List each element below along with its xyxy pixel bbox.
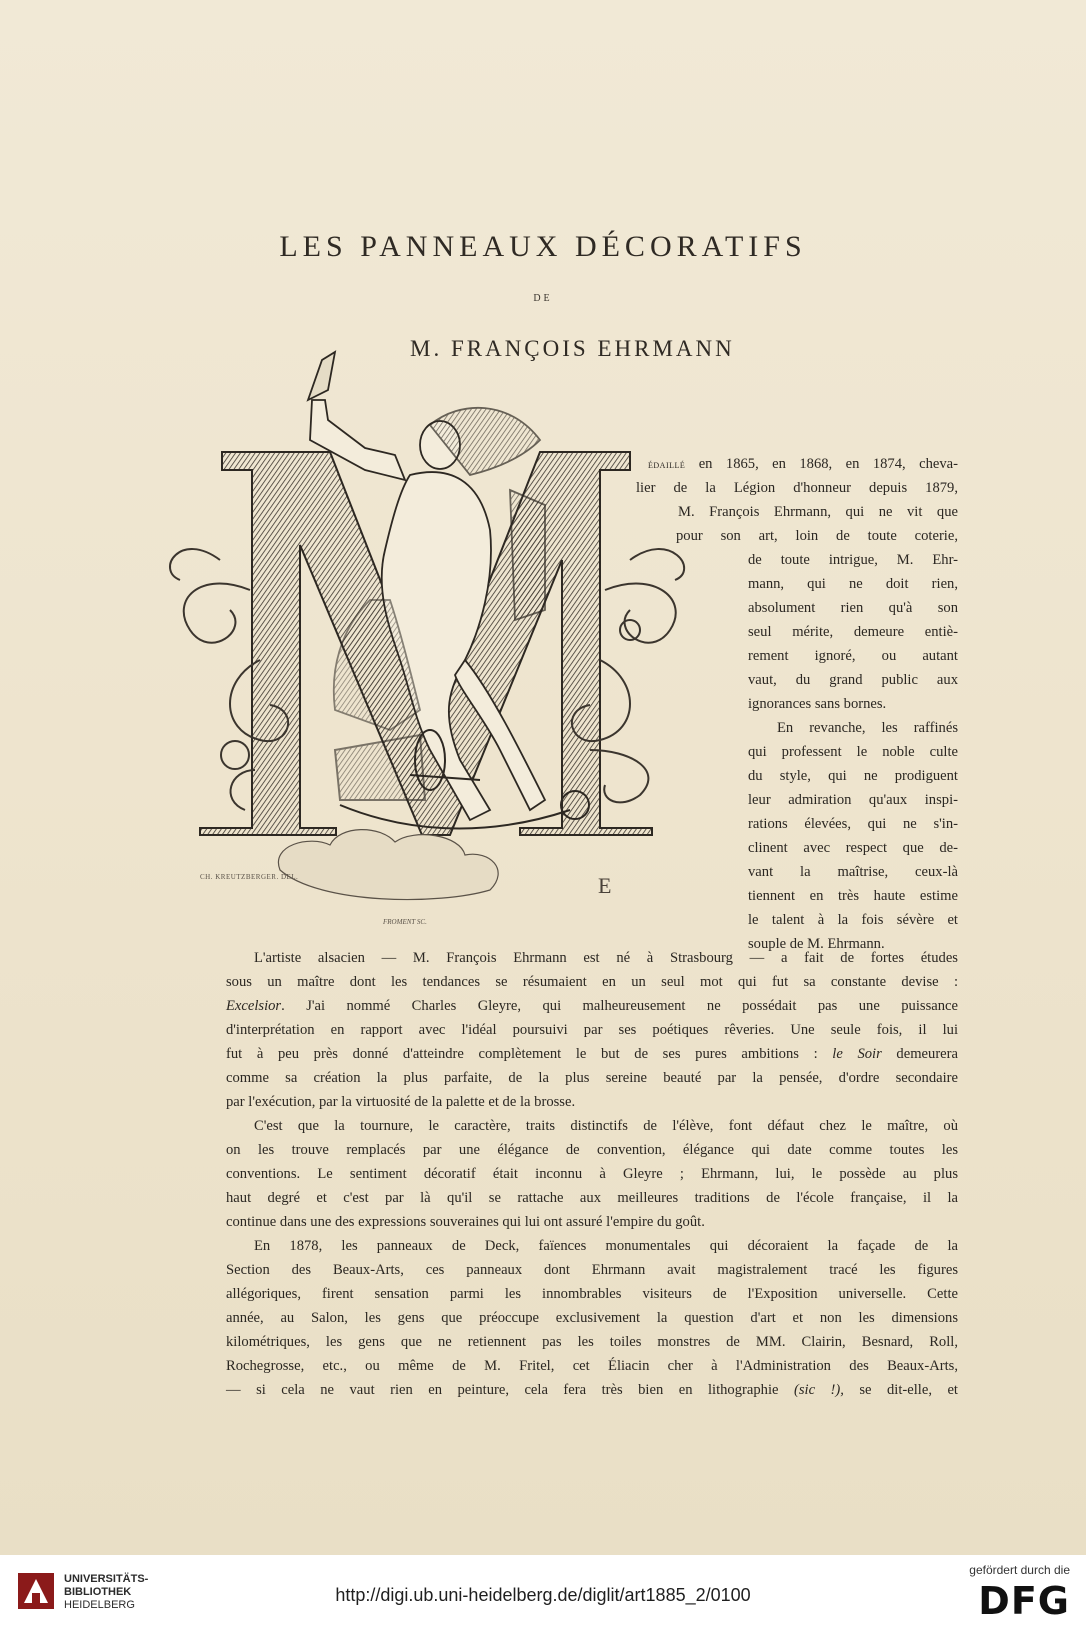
column-line: rations élevées, qui ne s'in- <box>748 816 958 832</box>
column-line: M. François Ehrmann, qui ne vit que <box>678 504 958 520</box>
library-name: UNIVERSITÄTS- BIBLIOTHEK HEIDELBERG <box>64 1573 149 1611</box>
body-line: continue dans une des expressions souveraines qui lui ont assuré l'empire du goût. <box>226 1214 705 1230</box>
digitization-footer <box>0 1555 1086 1632</box>
engraver-credit: FROMENT SC. <box>383 918 427 926</box>
body-line: En 1878, les panneaux de Deck, faïences monumentales qui décoraient la façade de la <box>254 1238 958 1254</box>
column-line: En revanche, les raffinés <box>777 720 958 736</box>
article-author: M. FRANÇOIS EHRMANN <box>410 336 735 361</box>
body-line: d'interprétation en rapport avec l'idéal poursuivi par ses poétiques rêveries. Une seule fois, il lui <box>226 1022 958 1038</box>
body-line: allégoriques, firent sensation parmi les innombrables visiteurs de l'Exposition universelle. Cette <box>226 1286 958 1302</box>
body-line: Excelsior. J'ai nommé Charles Gleyre, qui malheureusement ne possédait pas une puissance <box>226 998 958 1014</box>
column-line: tiennent en très haute estime <box>748 888 958 904</box>
column-line: de toute intrigue, M. Ehr- <box>748 552 958 568</box>
column-line: souple de M. Ehrmann. <box>748 936 885 952</box>
body-line: Section des Beaux-Arts, ces panneaux dont Ehrmann avait magistralement tracé les figures <box>226 1262 958 1278</box>
body-line: C'est que la tournure, le caractère, traits distinctifs de l'élève, font défaut chez le maître, où <box>254 1118 958 1134</box>
engraver-monogram: E <box>598 873 612 898</box>
body-line: sous un maître dont les tendances se résumaient en un seul mot qui fut sa constante devise : <box>226 974 958 990</box>
article-title: LES PANNEAUX DÉCORATIFS <box>279 230 807 263</box>
column-line: rement ignoré, ou autant <box>748 648 958 664</box>
body-line: haut degré et c'est par là qu'il se rattache aux meilleures traditions de l'école française, il la <box>226 1190 958 1206</box>
column-line: mann, qui ne doit rien, <box>748 576 958 592</box>
sponsor-block <box>969 1563 1070 1623</box>
illustrator-credit: CH. KREUTZBERGER. DEL. <box>200 873 299 881</box>
body-line: kilométriques, les gens que ne retiennent pas les toiles monstres de MM. Clairin, Besnard, Roll, <box>226 1334 958 1350</box>
column-line: clinent avec respect que de- <box>748 840 958 856</box>
column-line: qui professent le noble culte <box>748 744 958 760</box>
column-line: pour son art, loin de toute coterie, <box>676 528 958 544</box>
sponsor-text: gefördert durch die <box>969 1563 1070 1577</box>
column-line: vaut, du grand public aux <box>748 672 958 688</box>
drop-cap-continuation: édaillé <box>648 457 686 471</box>
column-line: vant la maîtrise, ceux-là <box>748 864 958 880</box>
body-line: L'artiste alsacien — M. François Ehrmann est né à Strasbourg — a fait de fortes études <box>254 950 958 966</box>
source-url-link[interactable]: http://digi.ub.uni-heidelberg.de/diglit/art1885_2/0100 <box>335 1585 751 1605</box>
column-line: du style, qui ne prodiguent <box>748 768 958 784</box>
body-line: fut à peu près donné d'atteindre complètement le but de ses pures ambitions : le Soir demeurera <box>226 1046 958 1062</box>
column-line: seul mérite, demeure entiè- <box>748 624 958 640</box>
cloud-base <box>278 830 498 900</box>
column-line: lier de la Légion d'honneur depuis 1879, <box>636 480 958 496</box>
dfg-logo: DFG <box>978 1579 1070 1623</box>
body-line: par l'exécution, par la virtuosité de la palette et de la brosse. <box>226 1094 576 1110</box>
column-line: leur admiration qu'aux inspi- <box>748 792 958 808</box>
column-line: ignorances sans bornes. <box>748 696 887 712</box>
column-line: le talent à la fois sévère et <box>748 912 958 928</box>
body-line: Rochegrosse, etc., ou même de M. Fritel, cet Éliacin cher à l'Administration des Beaux-Arts, <box>226 1358 958 1374</box>
column-line: édaillé en 1865, en 1868, en 1874, cheva- <box>648 456 958 472</box>
body-line: année, au Salon, les gens que préoccupe exclusivement la question d'art et non les dimensions <box>226 1310 958 1326</box>
title-connector: DE <box>533 293 553 304</box>
illuminated-initial-illustration <box>160 330 730 930</box>
column-line: absolument rien qu'à son <box>748 600 958 616</box>
body-line: on les trouve remplacés par une élégance de convention, élégance qui date comme toutes les <box>226 1142 958 1158</box>
body-line: — si cela ne vaut rien en peinture, cela fera très bien en lithographie (sic !), se dit-elle, et <box>226 1382 958 1398</box>
body-line: comme sa création la plus parfaite, de la plus sereine beauté par la pensée, d'ordre secondaire <box>226 1070 958 1086</box>
body-line: conventions. Le sentiment décoratif était inconnu à Gleyre ; Ehrmann, lui, le possède au plus <box>226 1166 958 1182</box>
